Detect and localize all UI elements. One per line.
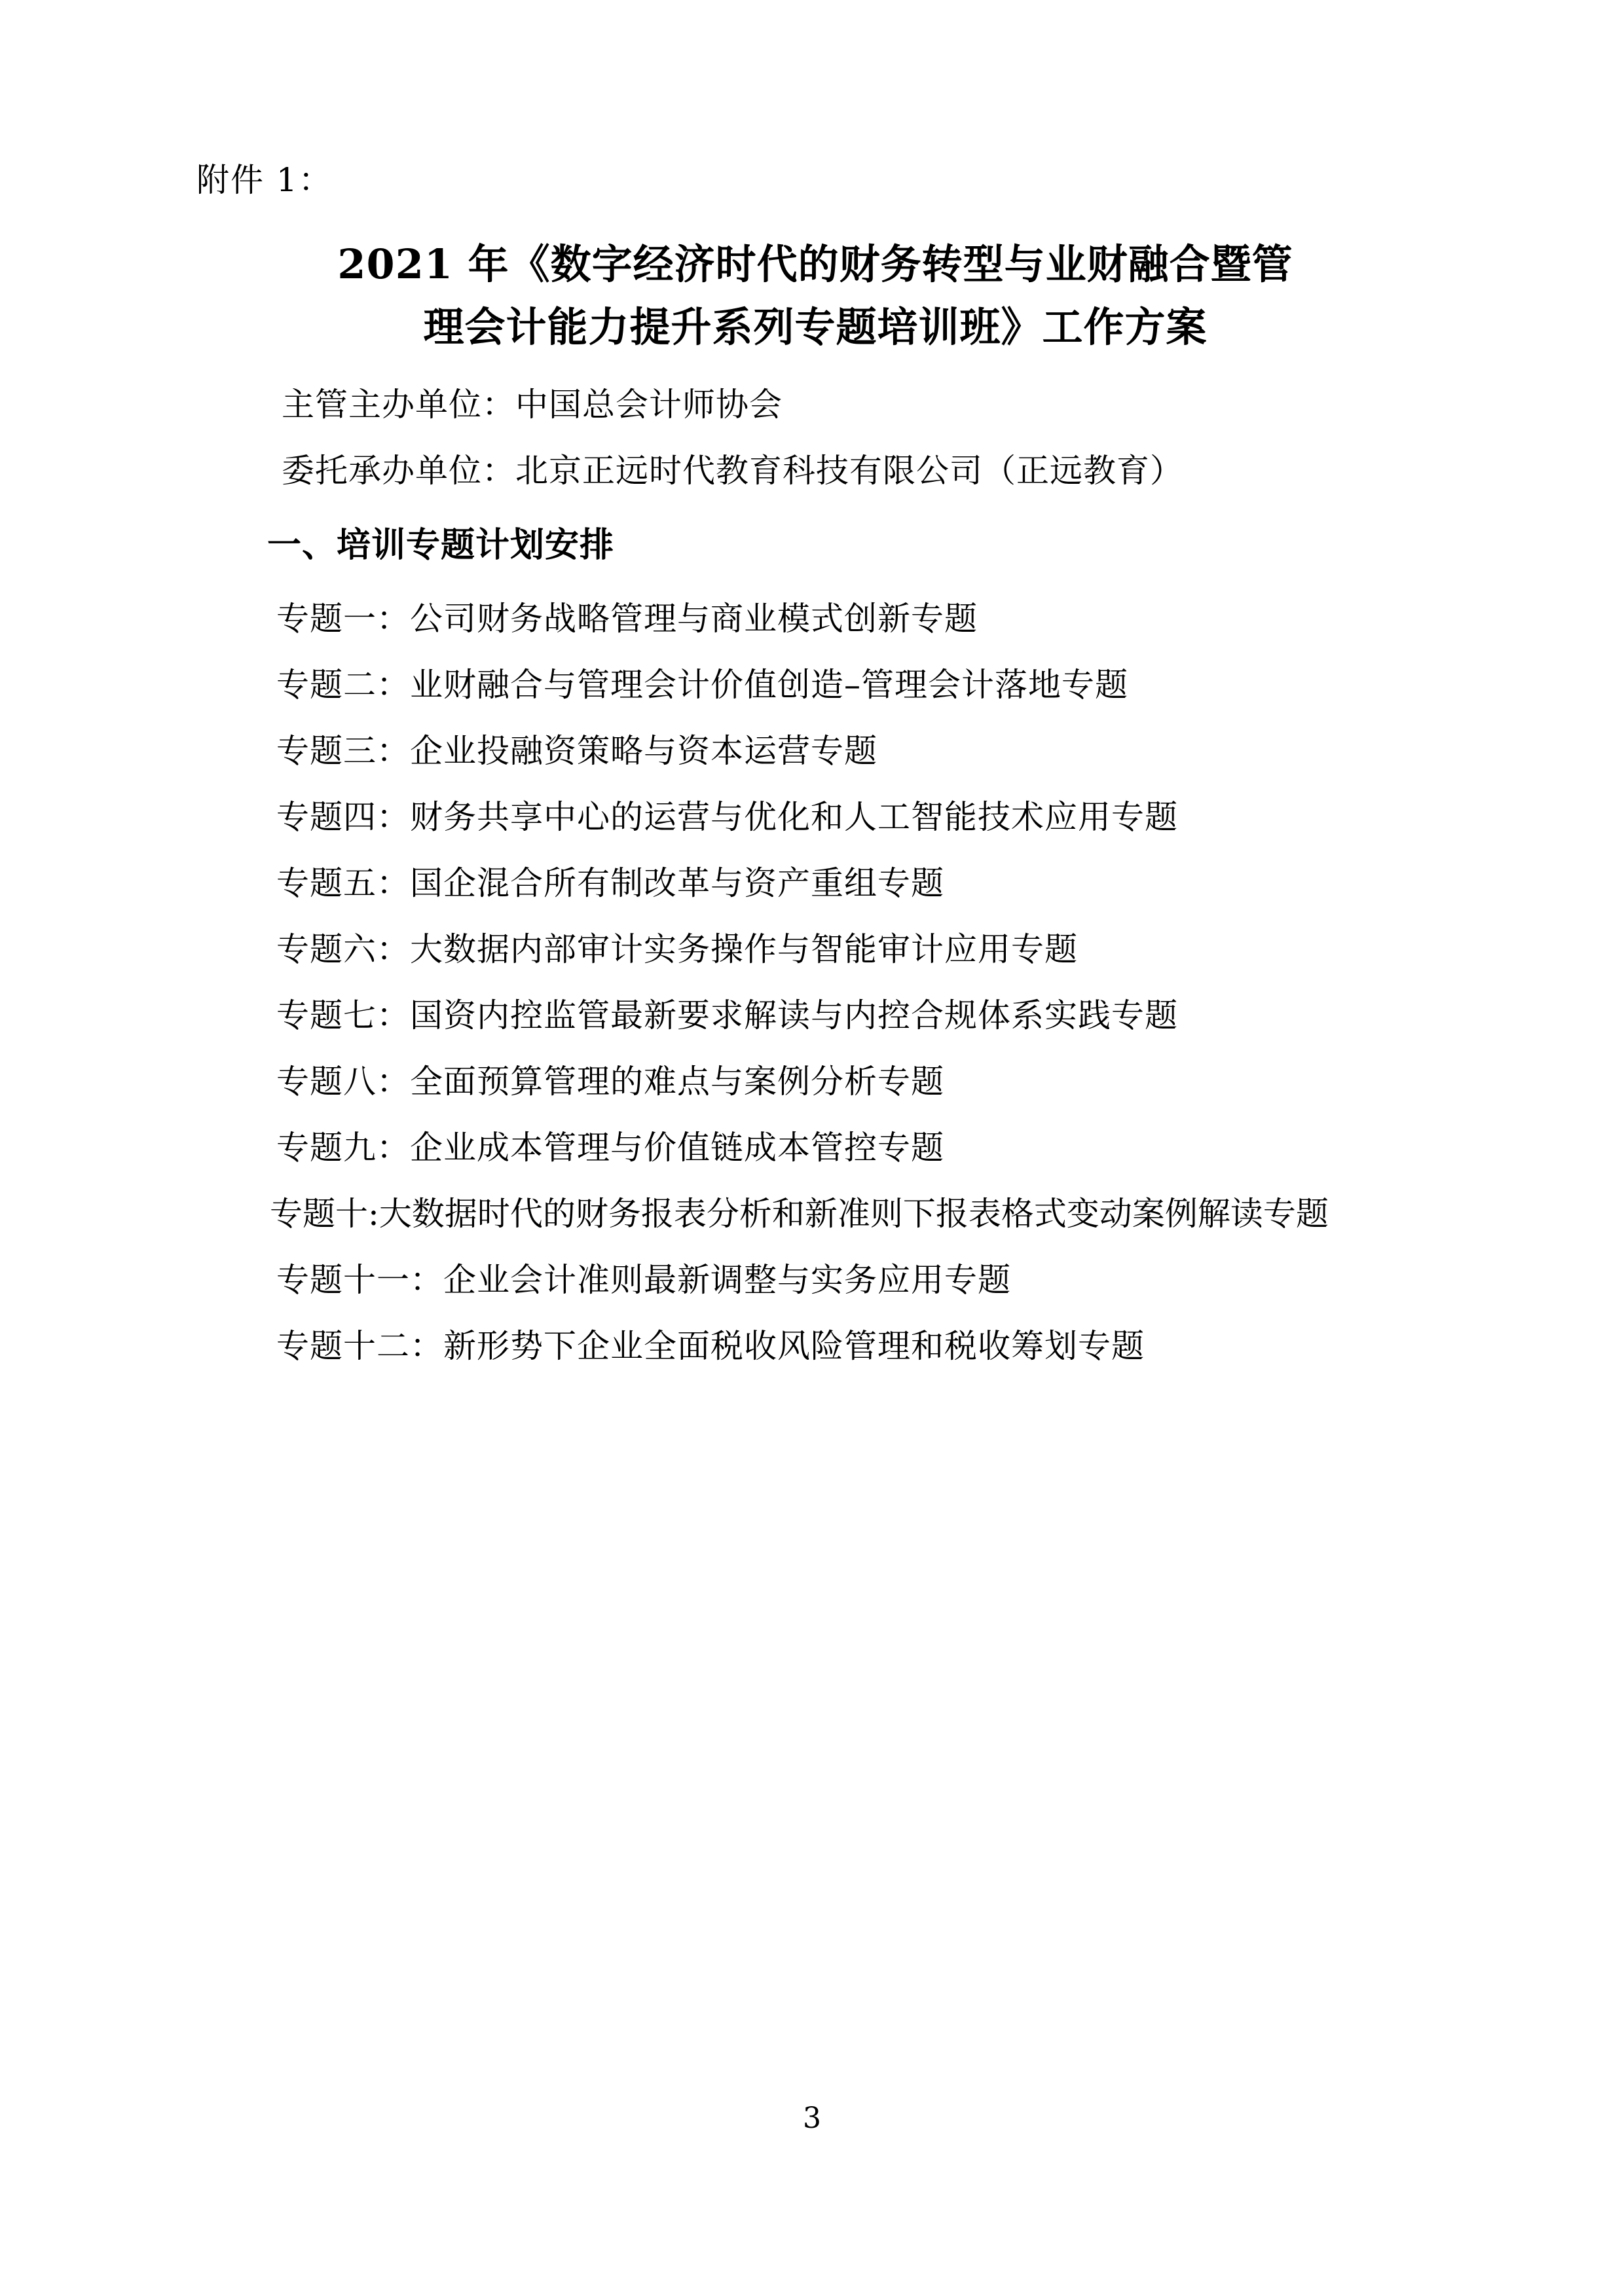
organizer-line-supervisor: 主管主办单位：中国总会计师协会 [282, 386, 783, 424]
section-heading-training-plan: 一、培训专题计划安排 [267, 526, 615, 566]
list-item: 专题七：国资内控监管最新要求解读与内控合规体系实践专题 [276, 996, 1178, 1035]
list-item: 专题十:大数据时代的财务报表分析和新准则下报表格式变动案例解读专题 [270, 1195, 1329, 1233]
list-item: 专题六：大数据内部审计实务操作与智能审计应用专题 [276, 930, 1078, 969]
attachment-label: 附件 1： [196, 161, 333, 199]
list-item: 专题四：财务共享中心的运营与优化和人工智能技术应用专题 [276, 798, 1178, 837]
list-item: 专题十一：企业会计准则最新调整与实务应用专题 [276, 1261, 1011, 1300]
topic-list [196, 601, 1434, 1364]
page-title-line-1: 2021 年《数字经济时代的财务转型与业财融合暨管 [337, 240, 1293, 288]
list-item: 专题十二：新形势下企业全面税收风险管理和税收筹划专题 [276, 1327, 1145, 1366]
list-item: 专题三：企业投融资策略与资本运营专题 [276, 732, 877, 771]
list-item: 专题九：企业成本管理与价值链成本管控专题 [276, 1129, 944, 1167]
list-item: 专题二：业财融合与管理会计价值创造–管理会计落地专题 [276, 666, 1128, 704]
page-number: 3 [803, 2102, 821, 2135]
page-title-line-2: 理会计能力提升系列专题培训班》工作方案 [423, 303, 1208, 352]
list-item: 专题五：国企混合所有制改革与资产重组专题 [276, 864, 944, 903]
organizer-line-host: 委托承办单位：北京正远时代教育科技有限公司（正远教育） [282, 451, 1183, 490]
list-item: 专题八：全面预算管理的难点与案例分析专题 [276, 1063, 944, 1101]
list-item: 专题一：公司财务战略管理与商业模式创新专题 [276, 600, 978, 638]
page-title [291, 233, 1339, 359]
document-body [196, 161, 1434, 1394]
